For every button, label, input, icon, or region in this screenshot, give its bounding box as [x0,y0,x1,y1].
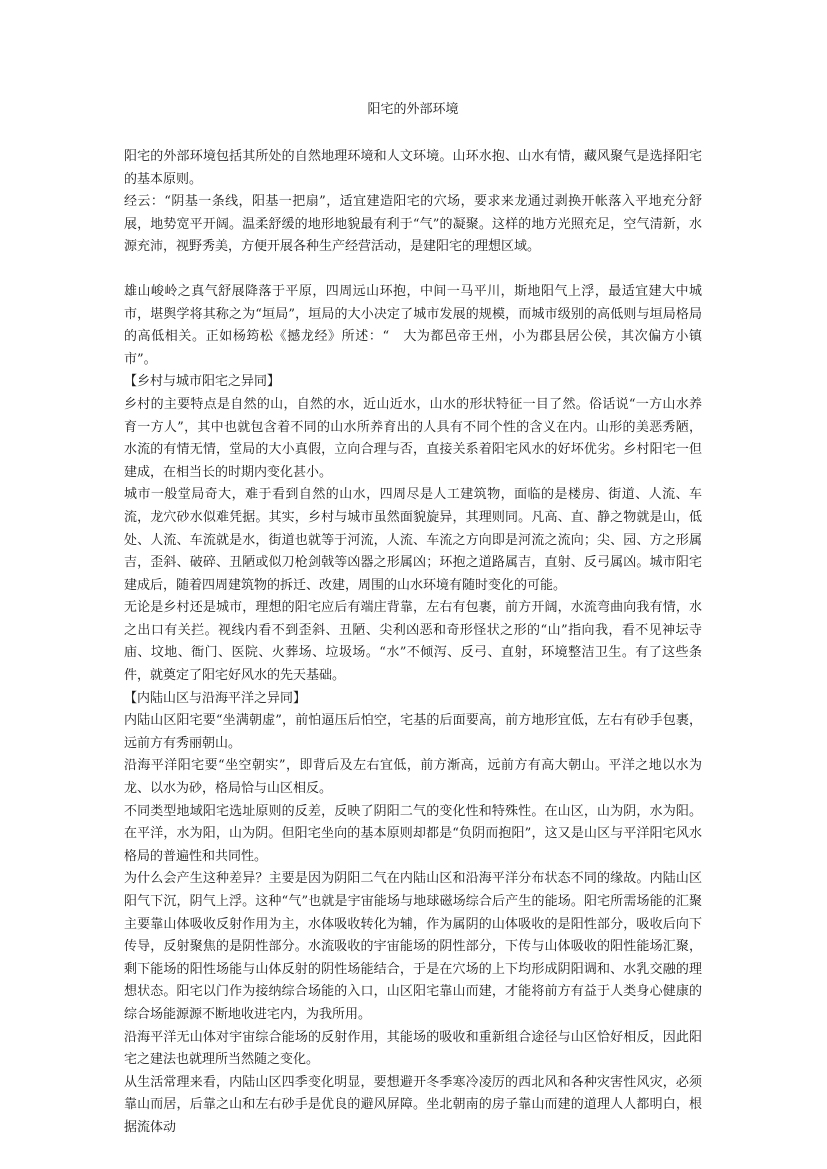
paragraph: 不同类型地域阳宅选址原则的反差，反映了阴阳二气的变化性和特殊性。在山区，山为阴，水为阳。在平洋，水为阳，山为阴。但阳宅坐向的基本原则却都是“负阴而抱阳”，这又是山区与平洋阳宅风水格局的普遍性和共同性。 [124,803,702,864]
section-heading: 【内陆山区与沿海平洋之异同】 [124,690,307,706]
paragraph: 从生活常理来看，内陆山区四季变化明显，要想避开冬季寒冷凌厉的西北风和各种灾害性风灾，必须靠山而居，后靠之山和左右砂手是优良的避风屏障。坐北朝南的房子靠山而建的道理人人都明白，根据流体动 [124,1074,702,1135]
paragraph: 城市一般堂局奇大，难于看到自然的山水，四周尽是人工建筑物，面临的是楼房、街道、人流、车流，龙穴砂水似难凭据。其实，乡村与城市虽然面貌旋异，其理则同。凡高、直、静之物就是山，低处、人流、车流就是水，街道也就等于河流，人流、车流之方向即是河流之流向；尖、园、方之形属吉，歪斜、破碎、丑陋或似刀枪剑戟等凶器之形属凶；环抱之道路属吉，直射、反弓属凶。城市阳宅建成后，随着四周建筑物的拆迁、改建，周围的山水环境有随时变化的可能。 [124,487,702,593]
paragraph: 沿海平洋无山体对宇宙综合能场的反射作用，其能场的吸收和重新组合途径与山区恰好相反，因此阳宅之建法也就理所当然随之变化。 [124,1029,702,1068]
paragraph: 无论是乡村还是城市，理想的阳宅应后有端庄背靠，左右有包裹，前方开阔，水流弯曲向我有情，水之出口有关拦。视线内看不到歪斜、丑陋、尖利凶恶和奇形怪状之形的“山”指向我，看不见神坛寺庙、坟地、衙门、医院、火葬场、垃圾场。“水”不倾泻、反弓、直射，环境整洁卫生。有了这些条件，就奠定了阳宅好风水的先天基础。 [124,600,702,684]
paragraph: 阳宅的外部环境包括其所处的自然地理环境和人文环境。山环水抱、山水有情，藏风聚气是选择阳宅的基本原则。 [124,149,702,187]
paragraph: 沿海平洋阳宅要“坐空朝实”，即背后及左右宜低，前方渐高，远前方有高大朝山。平洋之地以水为龙、以水为砂，格局恰与山区相反。 [124,758,702,797]
paragraph: 内陆山区阳宅要“坐满朝虚”，前怕逼压后怕空，宅基的后面要高，前方地形宜低，左右有砂手包裹，远前方有秀丽朝山。 [124,713,702,751]
paragraph: 经云：“阴基一条线，阳基一把扇”，适宜建造阳宅的穴场，要求来龙通过剥换开帐落入平地充分舒展，地势宽平开阔。温柔舒缓的地形地貌最有利于“气”的凝聚。这样的地方光照充足，空气清新，水源充沛，视野秀美，方便开展各种生产经营活动，是建阳宅的理想区域。 [124,194,702,255]
paragraph-spacer [124,259,702,281]
document-page [124,100,702,1140]
paragraph: 为什么会产生这种差异？主要是因为阴阳二气在内陆山区和沿海平洋分布状态不同的缘故。内陆山区阳气下沉，阴气上浮。这种“气”也就是宇宙能场与地球磁场综合后产生的能场。阳宅所需场能的汇聚主要靠山体吸收反射作用为主，水体吸收转化为辅，作为属阴的山体吸收的是阳性部分，吸收后向下传导，反射聚焦的是阴性部分。水流吸收的宇宙能场的阴性部分，下传与山体吸收的阳性能场汇聚，剩下能场的阳性场能与山体反射的阴性场能结合，于是在穴场的上下均形成阴阳调和、水乳交融的理想状态。阳宅以门作为接纳综合场能的入口，山区阳宅靠山而建，才能将前方有益于人类身心健康的综合场能源源不断地收进宅内，为我所用。 [124,871,702,1022]
paragraph: 雄山峻岭之真气舒展降落于平原，四周远山环抱，中间一马平川，斯地阳气上浮，最适宜建大中城市，堪舆学将其称之为“垣局”，垣局的大小决定了城市发展的规模，而城市级别的高低则与垣局格局的高低相关。正如杨筠松《撼龙经》所述：“ 大为都邑帝王州，小为郡县居公侯，其次偏方小镇市”。 [124,283,702,367]
document-title: 阳宅的外部环境 [367,102,459,117]
section-heading: 【乡村与城市阳宅之异同】 [124,374,281,390]
document-body [124,146,702,1140]
paragraph: 乡村的主要特点是自然的山，自然的水，近山近水，山水的形状特征一目了然。俗话说“一方山水养育一方人”，其中也就包含着不同的山水所养育出的人具有不同个性的含义在内。山形的美恶秀陋，水流的有情无情，堂局的大小真假，立向合理与否，直接关系着阳宅风水的好坏优劣。乡村阳宅一但建成，在相当长的时期内变化甚小。 [124,396,702,480]
